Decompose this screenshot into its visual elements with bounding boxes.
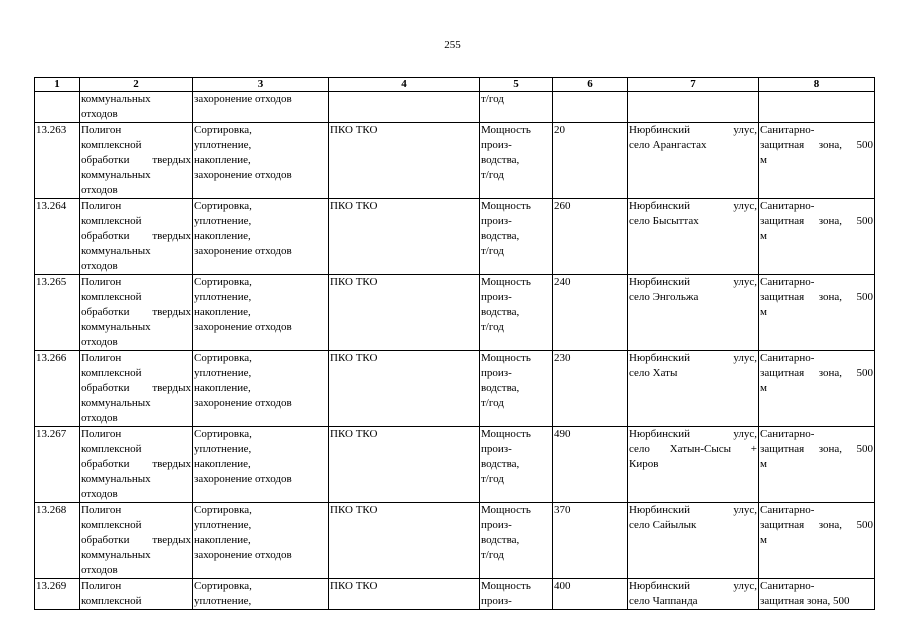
cell-location-line: село Сайылык bbox=[629, 519, 697, 531]
cell-zone bbox=[759, 579, 875, 610]
cell-location bbox=[628, 92, 759, 123]
col-header-7: 7 bbox=[628, 78, 759, 92]
cell-name-line: комплексной bbox=[81, 367, 142, 379]
cell-type: ПКО ТКО bbox=[329, 579, 480, 610]
cell-number: 13.265 bbox=[35, 275, 80, 351]
cell-name-line: комплексной bbox=[81, 443, 142, 455]
cell-zone bbox=[759, 427, 875, 503]
cell-name-line: комплексной bbox=[81, 139, 142, 151]
cell-zone-line: защитная зона, 500 bbox=[760, 595, 850, 607]
cell-name-line: отходов bbox=[81, 564, 118, 576]
cell-zone bbox=[759, 92, 875, 123]
cell-capacity: 260 bbox=[553, 199, 628, 275]
cell-name-line: Полигон bbox=[81, 352, 122, 364]
cell-process: Сортировка, уплотнение, накопление, захоронение отходов bbox=[193, 199, 329, 275]
cell-name-line: Полигон bbox=[81, 428, 122, 440]
cell-name-line: коммунальных bbox=[81, 321, 151, 333]
col-header-4: 4 bbox=[329, 78, 480, 92]
cell-location-line: село Чаппанда bbox=[629, 595, 698, 607]
table-row bbox=[35, 275, 875, 351]
cell-zone-line: м bbox=[760, 382, 767, 394]
cell-process: Сортировка, уплотнение, накопление, захоронение отходов bbox=[193, 275, 329, 351]
cell-name-line: обработки твердых bbox=[81, 534, 191, 546]
cell-zone bbox=[759, 123, 875, 199]
cell-name-line: обработки твердых bbox=[81, 154, 191, 166]
cell-capacity: 230 bbox=[553, 351, 628, 427]
cell-name bbox=[80, 579, 193, 610]
cell-name-line: Полигон bbox=[81, 124, 122, 136]
cell-location bbox=[628, 123, 759, 199]
cell-name: коммунальных отходов bbox=[80, 92, 193, 123]
cell-type: ПКО ТКО bbox=[329, 427, 480, 503]
cell-name-line: Полигон bbox=[81, 580, 122, 592]
cell-name-line: отходов bbox=[81, 260, 118, 272]
cell-name-line: коммунальных bbox=[81, 245, 151, 257]
cell-zone-line: Санитарно- bbox=[760, 276, 815, 288]
cell-number: 13.268 bbox=[35, 503, 80, 579]
table-row bbox=[35, 351, 875, 427]
cell-process: Сортировка, уплотнение, накопление, захоронение отходов bbox=[193, 503, 329, 579]
cell-name-line: комплексной bbox=[81, 291, 142, 303]
cell-zone bbox=[759, 275, 875, 351]
col-header-6: 6 bbox=[553, 78, 628, 92]
cell-zone-line: защитная зона, 500 bbox=[760, 139, 873, 151]
table-row bbox=[35, 123, 875, 199]
table-row bbox=[35, 503, 875, 579]
cell-capacity: 20 bbox=[553, 123, 628, 199]
cell-name-line: Полигон bbox=[81, 504, 122, 516]
col-header-2: 2 bbox=[80, 78, 193, 92]
cell-zone bbox=[759, 351, 875, 427]
cell-name-line: отходов bbox=[81, 184, 118, 196]
cell-name-line: комплексной bbox=[81, 595, 142, 607]
cell-location-line: село Хаты bbox=[629, 367, 678, 379]
cell-process: Сортировка, уплотнение, накопление, захоронение отходов bbox=[193, 123, 329, 199]
cell-name-line: обработки твердых bbox=[81, 230, 191, 242]
cell-name bbox=[80, 351, 193, 427]
cell-name-line: Полигон bbox=[81, 276, 122, 288]
cell-name-line: коммунальных bbox=[81, 397, 151, 409]
cell-location bbox=[628, 275, 759, 351]
cell-name bbox=[80, 503, 193, 579]
cell-location-line: село Энгольжа bbox=[629, 291, 699, 303]
cell-location-line: Нюрбинский улус, bbox=[629, 200, 757, 212]
cell-location-line: Нюрбинский улус, bbox=[629, 352, 757, 364]
cell-process: Сортировка, уплотнение, накопление, захоронение отходов bbox=[193, 351, 329, 427]
cell-name bbox=[80, 427, 193, 503]
cell-zone-line: Санитарно- bbox=[760, 580, 815, 592]
page-number: 255 bbox=[444, 39, 461, 51]
cell-zone bbox=[759, 199, 875, 275]
cell-location-line: Нюрбинский улус, bbox=[629, 276, 757, 288]
continuation-row bbox=[35, 92, 875, 123]
cell-location-line: Киров bbox=[629, 458, 659, 470]
cell-location-line: село Хатын-Сысы + bbox=[629, 443, 757, 455]
cell-zone bbox=[759, 503, 875, 579]
cell-number: 13.264 bbox=[35, 199, 80, 275]
cell-location bbox=[628, 199, 759, 275]
cell-zone-line: защитная зона, 500 bbox=[760, 215, 873, 227]
cell-capacity-label: Мощность произ- водства, т/год bbox=[480, 275, 553, 351]
cell-capacity bbox=[553, 92, 628, 123]
cell-location bbox=[628, 427, 759, 503]
cell-name-line: отходов bbox=[81, 336, 118, 348]
cell-capacity-label: Мощность произ- водства, т/год bbox=[480, 503, 553, 579]
cell-zone-line: защитная зона, 500 bbox=[760, 519, 873, 531]
cell-type: ПКО ТКО bbox=[329, 351, 480, 427]
cell-process: Сортировка, уплотнение, накопление, захоронение отходов bbox=[193, 427, 329, 503]
cell-name-line: коммунальных bbox=[81, 473, 151, 485]
cell-name-line: Полигон bbox=[81, 200, 122, 212]
table-row bbox=[35, 199, 875, 275]
facilities-table bbox=[34, 77, 875, 610]
cell-zone-line: м bbox=[760, 230, 767, 242]
cell-name-line: отходов bbox=[81, 488, 118, 500]
cell-zone-line: Санитарно- bbox=[760, 428, 815, 440]
cell-name-line: комплексной bbox=[81, 215, 142, 227]
cell-name-line: обработки твердых bbox=[81, 382, 191, 394]
cell-zone-line: м bbox=[760, 306, 767, 318]
cell-capacity: 400 bbox=[553, 579, 628, 610]
col-header-1: 1 bbox=[35, 78, 80, 92]
cell-number bbox=[35, 92, 80, 123]
cell-name-line: коммунальных bbox=[81, 169, 151, 181]
cell-process: захоронение отходов bbox=[193, 92, 329, 123]
cell-number: 13.263 bbox=[35, 123, 80, 199]
table-row bbox=[35, 579, 875, 610]
header-row bbox=[35, 78, 875, 92]
cell-name-line: обработки твердых bbox=[81, 458, 191, 470]
cell-number: 13.267 bbox=[35, 427, 80, 503]
cell-capacity: 240 bbox=[553, 275, 628, 351]
cell-location bbox=[628, 351, 759, 427]
cell-location-line: село Арангастах bbox=[629, 139, 707, 151]
cell-zone-line: м bbox=[760, 458, 767, 470]
cell-zone-line: м bbox=[760, 534, 767, 546]
cell-zone-line: защитная зона, 500 bbox=[760, 291, 873, 303]
cell-location-line: Нюрбинский улус, bbox=[629, 428, 757, 440]
cell-name-line: отходов bbox=[81, 412, 118, 424]
cell-name bbox=[80, 275, 193, 351]
cell-zone-line: Санитарно- bbox=[760, 200, 815, 212]
cell-zone-line: м bbox=[760, 154, 767, 166]
cell-name-line: обработки твердых bbox=[81, 306, 191, 318]
col-header-8: 8 bbox=[759, 78, 875, 92]
cell-location-line: село Бысыттах bbox=[629, 215, 699, 227]
col-header-3: 3 bbox=[193, 78, 329, 92]
cell-type: ПКО ТКО bbox=[329, 503, 480, 579]
cell-zone-line: Санитарно- bbox=[760, 504, 815, 516]
cell-name-line: коммунальных bbox=[81, 549, 151, 561]
cell-name-line: комплексной bbox=[81, 519, 142, 531]
cell-zone-line: защитная зона, 500 bbox=[760, 367, 873, 379]
cell-number: 13.266 bbox=[35, 351, 80, 427]
cell-type: ПКО ТКО bbox=[329, 199, 480, 275]
cell-type: ПКО ТКО bbox=[329, 275, 480, 351]
cell-capacity-label: т/год bbox=[480, 92, 553, 123]
cell-name bbox=[80, 199, 193, 275]
cell-capacity: 490 bbox=[553, 427, 628, 503]
cell-zone-line: Санитарно- bbox=[760, 124, 815, 136]
cell-capacity-label: Мощность произ- водства, т/год bbox=[480, 427, 553, 503]
cell-capacity-label: Мощность произ- водства, т/год bbox=[480, 351, 553, 427]
cell-capacity-label: Мощность произ- водства, т/год bbox=[480, 123, 553, 199]
cell-name bbox=[80, 123, 193, 199]
cell-capacity: 370 bbox=[553, 503, 628, 579]
cell-type bbox=[329, 92, 480, 123]
cell-location-line: Нюрбинский улус, bbox=[629, 504, 757, 516]
cell-number: 13.269 bbox=[35, 579, 80, 610]
cell-process: Сортировка, уплотнение, bbox=[193, 579, 329, 610]
table-row bbox=[35, 427, 875, 503]
cell-type: ПКО ТКО bbox=[329, 123, 480, 199]
cell-location bbox=[628, 579, 759, 610]
cell-location-line: Нюрбинский улус, bbox=[629, 580, 757, 592]
col-header-5: 5 bbox=[480, 78, 553, 92]
cell-capacity-label: Мощность произ- bbox=[480, 579, 553, 610]
cell-location bbox=[628, 503, 759, 579]
cell-capacity-label: Мощность произ- водства, т/год bbox=[480, 199, 553, 275]
cell-zone-line: защитная зона, 500 bbox=[760, 443, 873, 455]
cell-zone-line: Санитарно- bbox=[760, 352, 815, 364]
cell-location-line: Нюрбинский улус, bbox=[629, 124, 757, 136]
